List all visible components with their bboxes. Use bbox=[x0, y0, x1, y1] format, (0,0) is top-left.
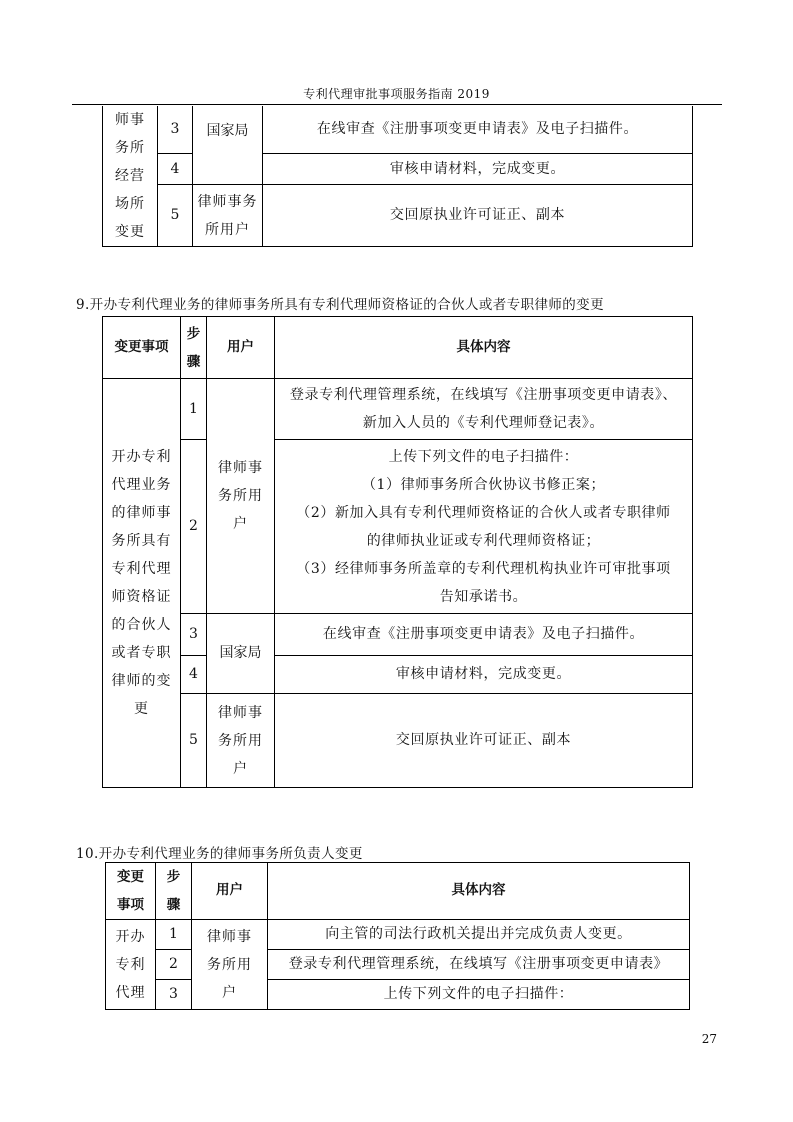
content-cell: 交回原执业许可证正、副本 bbox=[263, 185, 693, 247]
step-number: 5 bbox=[181, 694, 207, 788]
page-header-title: 专利代理审批事项服务指南 2019 bbox=[303, 87, 490, 101]
step-number: 2 bbox=[181, 440, 207, 614]
section-9-title: 9.开办专利代理业务的律师事务所具有专利代理师资格证的合伙人或者专职律师的变更 bbox=[76, 297, 604, 313]
content-cell: 交回原执业许可证正、副本 bbox=[275, 694, 693, 788]
item-line: 务所 bbox=[115, 140, 145, 156]
content-cell bbox=[275, 440, 693, 614]
table-header-row bbox=[106, 863, 690, 920]
item-line: 师资格证 bbox=[111, 589, 172, 605]
header-step-line: 步 bbox=[166, 869, 181, 885]
change-item-cell bbox=[103, 106, 158, 247]
content-line: （1）律师事务所合伙协议书修正案； bbox=[361, 476, 606, 493]
header-user: 用户 bbox=[192, 863, 268, 920]
user-line: 务所用 bbox=[218, 488, 263, 504]
item-line: 或者专职 bbox=[111, 645, 172, 661]
table-row bbox=[103, 379, 693, 440]
user-line: 户 bbox=[222, 984, 237, 1001]
step-number: 5 bbox=[158, 185, 193, 247]
user-line: 所用户 bbox=[205, 221, 250, 238]
step-number: 1 bbox=[156, 920, 192, 950]
table-row bbox=[103, 656, 693, 694]
step-number: 4 bbox=[158, 154, 193, 185]
table-section-9 bbox=[102, 316, 693, 788]
header-content: 具体内容 bbox=[268, 863, 690, 920]
header-step-line: 骤 bbox=[166, 897, 181, 913]
user-line: 律师事 bbox=[218, 460, 263, 476]
user-line: 律师事 bbox=[207, 928, 252, 945]
step-number: 1 bbox=[181, 379, 207, 440]
item-line: 开办 bbox=[115, 928, 146, 945]
content-line: （3）经律师事务所盖章的专利代理机构执业许可审批事项 bbox=[296, 560, 671, 577]
item-line: 变更 bbox=[115, 224, 145, 240]
item-line: 专利代理 bbox=[111, 561, 172, 577]
change-item-cell bbox=[103, 379, 181, 788]
user-line: 务所用 bbox=[207, 956, 252, 973]
content-cell: 审核申请材料，完成变更。 bbox=[275, 656, 693, 694]
step-number: 3 bbox=[156, 980, 192, 1010]
item-line: 律师的变 bbox=[111, 673, 172, 689]
content-cell: 在线审查《注册事项变更申请表》及电子扫描件。 bbox=[263, 106, 693, 154]
change-item-cell bbox=[106, 920, 156, 1010]
page-number: 27 bbox=[701, 1032, 717, 1046]
user-cell bbox=[193, 185, 263, 247]
header-item bbox=[106, 863, 156, 920]
table-row bbox=[103, 614, 693, 656]
content-line: 上传下列文件的电子扫描件： bbox=[388, 448, 579, 465]
item-line: 的律师事 bbox=[111, 505, 172, 521]
content-cell bbox=[275, 379, 693, 440]
step-number: 4 bbox=[181, 656, 207, 694]
table-row bbox=[103, 185, 693, 247]
header-step-line: 步 bbox=[186, 325, 201, 342]
table-row bbox=[103, 154, 693, 185]
user-cell: 国家局 bbox=[207, 614, 275, 694]
user-line: 户 bbox=[233, 760, 248, 777]
user-line: 务所用 bbox=[218, 732, 263, 749]
content-cell: 登录专利代理管理系统，在线填写《注册事项变更申请表》 bbox=[268, 950, 690, 980]
content-line: 告知承诺书。 bbox=[439, 588, 528, 605]
table-section-10 bbox=[105, 862, 690, 1010]
content-cell: 审核申请材料，完成变更。 bbox=[263, 154, 693, 185]
header-item: 变更事项 bbox=[103, 317, 181, 379]
item-line: 场所 bbox=[115, 196, 145, 212]
content-line: 的律师执业证或专利代理师资格证； bbox=[366, 532, 601, 549]
item-line: 师事 bbox=[115, 112, 145, 128]
user-line: 律师事务 bbox=[197, 193, 258, 210]
item-line: 的合伙人 bbox=[111, 617, 172, 633]
table-row bbox=[103, 694, 693, 788]
item-line: 代理 bbox=[115, 984, 146, 1001]
header-item-line: 变更 bbox=[117, 869, 144, 885]
user-cell bbox=[192, 920, 268, 1010]
header-step bbox=[181, 317, 207, 379]
header-step bbox=[156, 863, 192, 920]
item-line: 务所具有 bbox=[111, 533, 172, 549]
table-row bbox=[103, 106, 693, 154]
content-line: 新加入人员的《专利代理师登记表》。 bbox=[362, 415, 605, 431]
content-cell: 上传下列文件的电子扫描件： bbox=[268, 980, 690, 1010]
table-row bbox=[106, 920, 690, 950]
user-cell bbox=[207, 379, 275, 614]
section-10-title: 10.开办专利代理业务的律师事务所负责人变更 bbox=[76, 846, 363, 862]
item-line: 开办专利 bbox=[111, 449, 172, 465]
content-cell: 向主管的司法行政机关提出并完成负责人变更。 bbox=[268, 920, 690, 950]
content-line: （2）新加入具有专利代理师资格证的合伙人或者专职律师 bbox=[296, 504, 671, 521]
header-item-line: 事项 bbox=[117, 897, 144, 913]
table-row bbox=[103, 440, 693, 614]
header-step-line: 骤 bbox=[186, 353, 201, 370]
step-number: 2 bbox=[156, 950, 192, 980]
user-cell: 国家局 bbox=[193, 106, 263, 185]
item-line: 更 bbox=[134, 701, 149, 717]
item-line: 经营 bbox=[115, 168, 145, 184]
content-line: 登录专利代理管理系统，在线填写《注册事项变更申请表》、 bbox=[289, 387, 678, 403]
user-line: 律师事 bbox=[218, 704, 263, 721]
table-header-row bbox=[103, 317, 693, 379]
user-line: 户 bbox=[233, 516, 248, 532]
header-content: 具体内容 bbox=[275, 317, 693, 379]
item-line: 专利 bbox=[115, 956, 146, 973]
step-number: 3 bbox=[181, 614, 207, 656]
user-cell bbox=[207, 694, 275, 788]
header-rule bbox=[72, 104, 722, 105]
item-line: 代理业务 bbox=[111, 477, 172, 493]
header-user: 用户 bbox=[207, 317, 275, 379]
step-number: 3 bbox=[158, 106, 193, 154]
table-continuation bbox=[102, 106, 693, 247]
content-cell: 在线审查《注册事项变更申请表》及电子扫描件。 bbox=[275, 614, 693, 656]
